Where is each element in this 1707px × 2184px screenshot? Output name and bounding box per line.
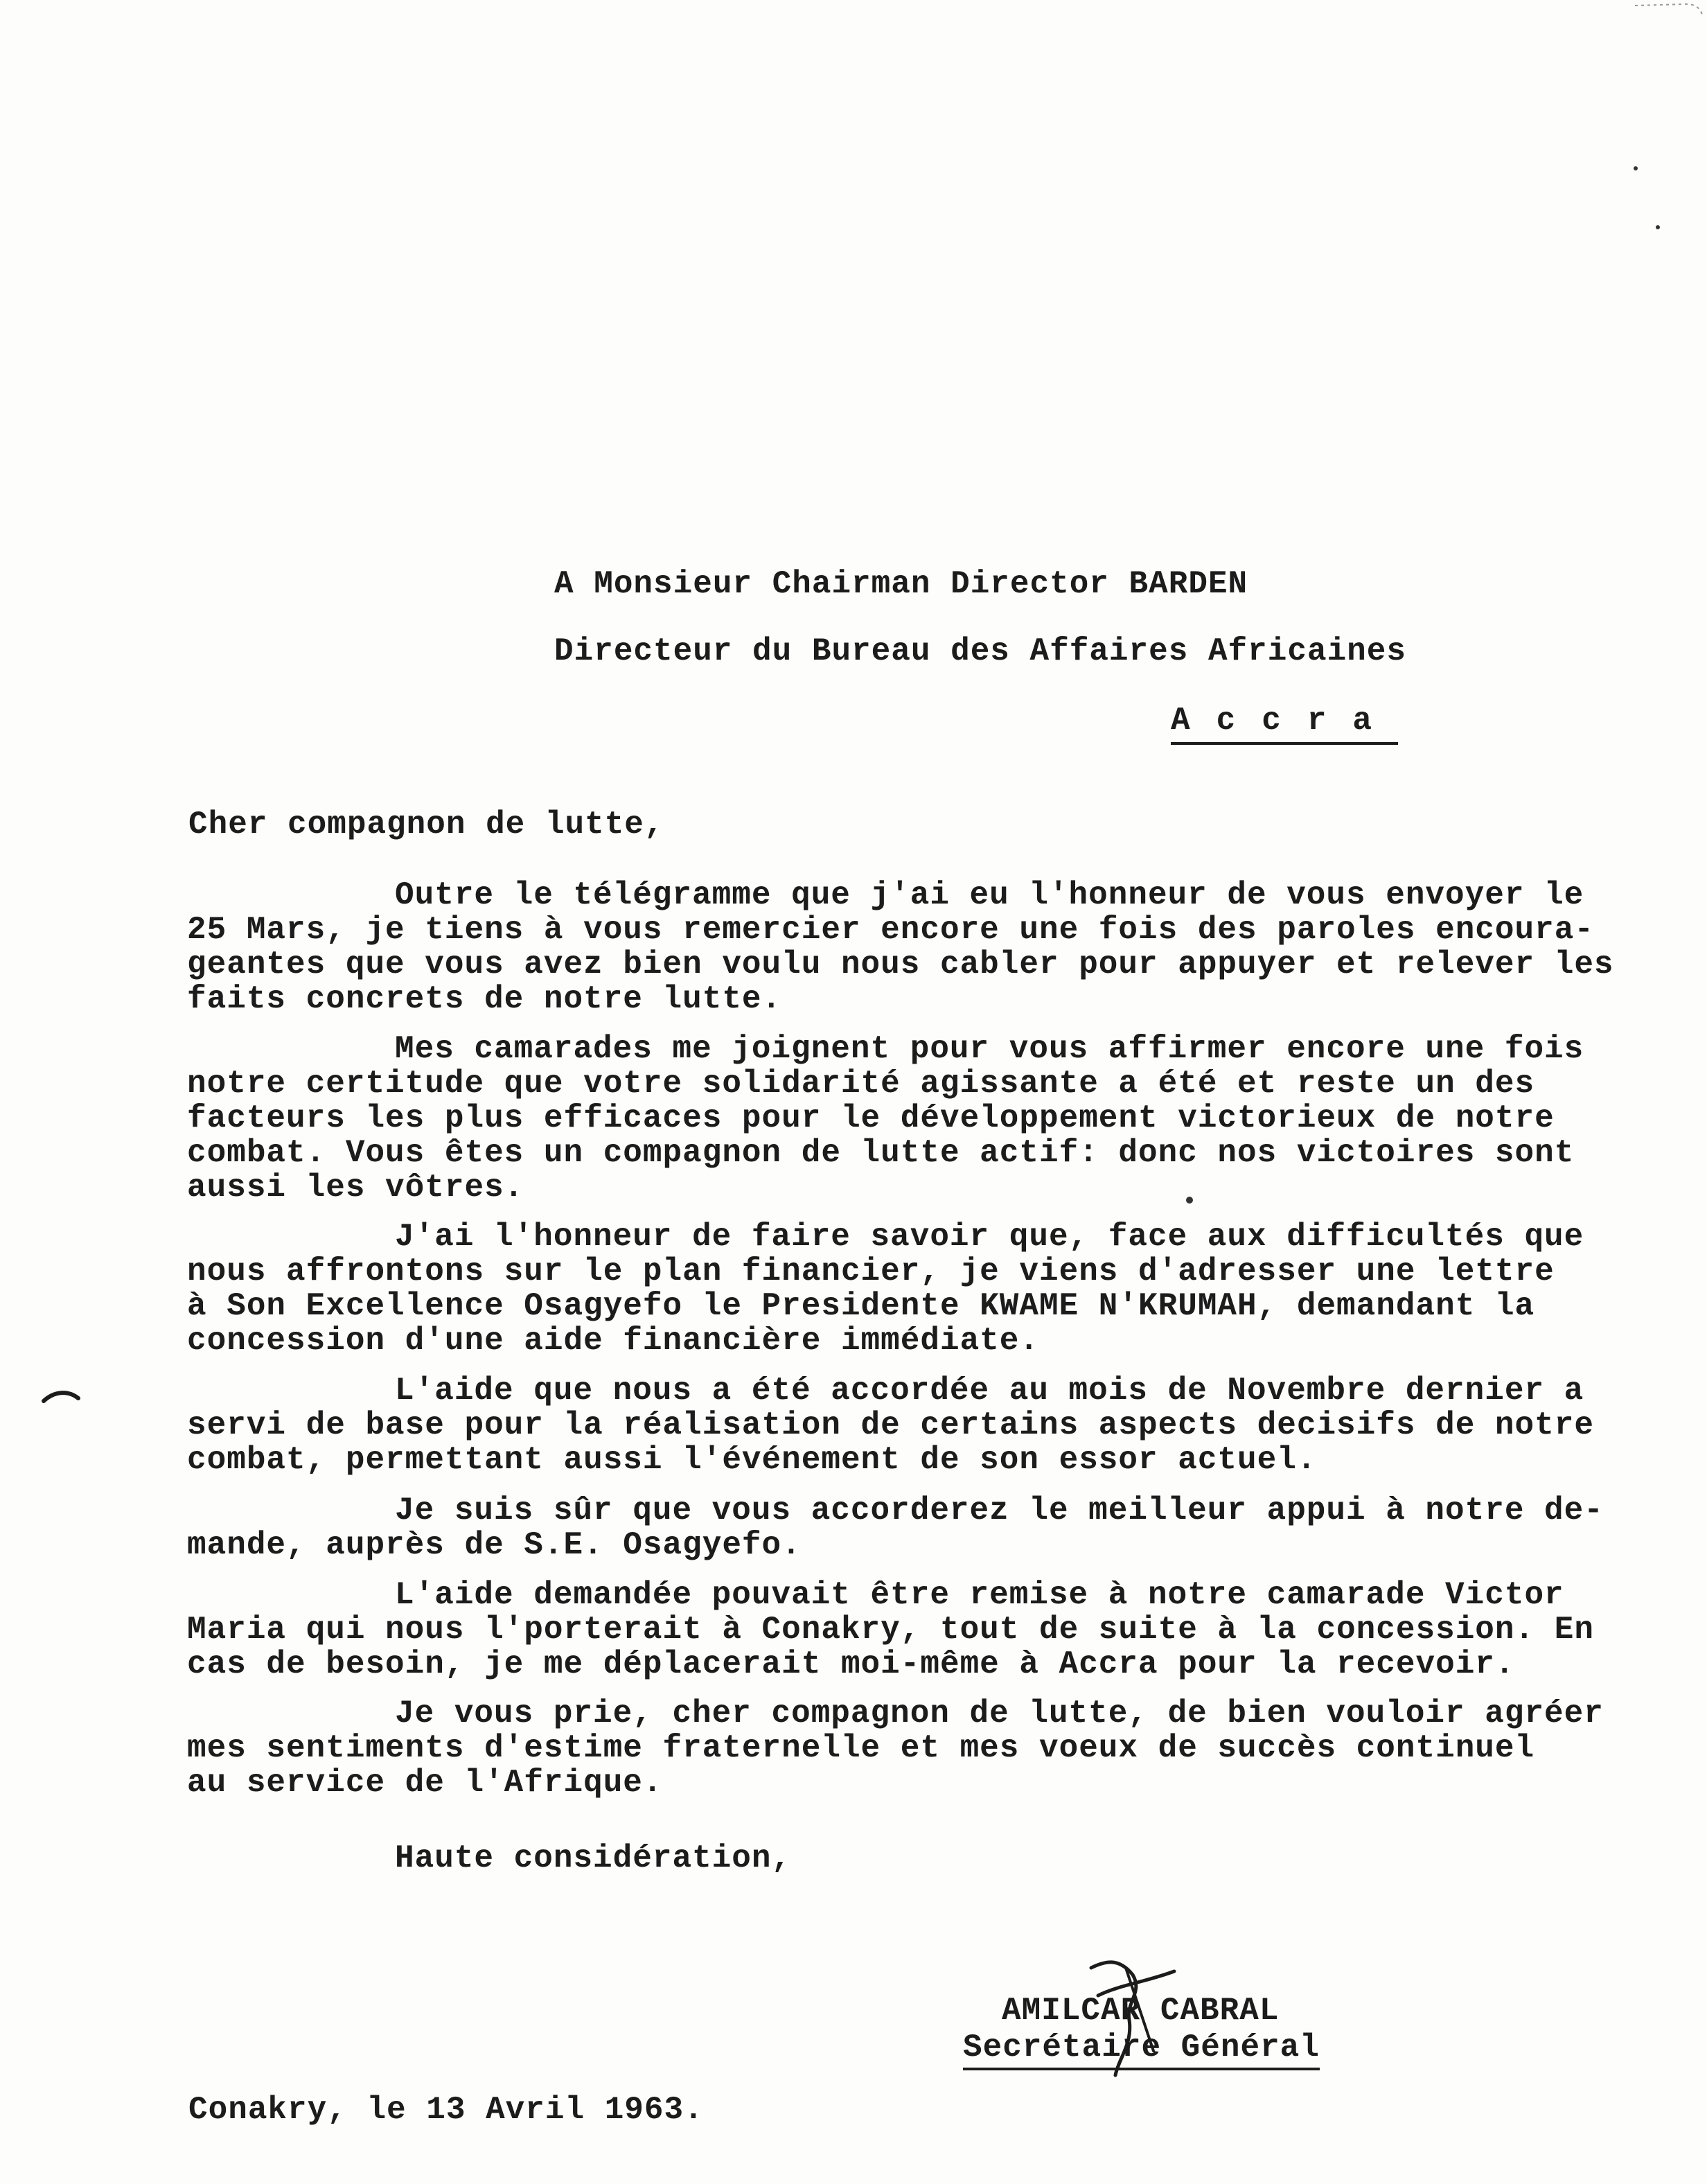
paragraph-3-line-4: concession d'une aide financière immédiate.	[187, 1323, 1039, 1359]
signatory-title: Secrétaire Général	[963, 2030, 1320, 2070]
paragraph-1-line-2: 25 Mars, je tiens à vous remercier encore une fois des paroles encoura-	[187, 912, 1594, 948]
paragraph-1	[187, 878, 1670, 1016]
paragraph-6-line-3: cas de besoin, je me déplacerait moi-même à Accra pour la recevoir.	[187, 1646, 1515, 1682]
paragraph-6	[187, 1578, 1670, 1682]
paragraph-5-line-2: mande, auprès de S.E. Osagyefo.	[187, 1527, 802, 1563]
paragraph-2-line-2: notre certitude que votre solidarité agissante a été et reste un des	[187, 1066, 1535, 1102]
paragraph-7-line-2: mes sentiments d'estime fraternelle et mes voeux de succès continuel	[187, 1730, 1535, 1766]
paragraph-2-line-5: aussi les vôtres.	[187, 1170, 524, 1206]
salutation: Cher compagnon de lutte,	[188, 807, 664, 843]
recipient-name: A Monsieur Chairman Director BARDEN	[554, 566, 1248, 602]
place-and-date: Conakry, le 13 Avril 1963.	[188, 2092, 704, 2128]
paragraph-7-line-1: Je vous prie, cher compagnon de lutte, de bien vouloir agréer	[395, 1696, 1604, 1732]
paragraph-6-line-2: Maria qui nous l'porterait à Conakry, tout de suite à la concession. En	[187, 1612, 1594, 1648]
paragraph-5	[187, 1493, 1670, 1562]
paragraph-2-line-4: combat. Vous êtes un compagnon de lutte actif: donc nos victoires sont	[187, 1135, 1575, 1171]
paragraph-1-line-1: Outre le télégramme que j'ai eu l'honneur de vous envoyer le	[395, 877, 1584, 913]
paragraph-5-line-1: Je suis sûr que vous accorderez le meilleur appui à notre de-	[395, 1492, 1604, 1529]
margin-scan-mark	[40, 1386, 82, 1407]
paragraph-4-line-1: L'aide que nous a été accordée au mois de Novembre dernier a	[395, 1373, 1584, 1409]
scan-speck	[1656, 225, 1660, 229]
closing-formula: Haute considération,	[395, 1840, 792, 1876]
paragraph-2	[187, 1032, 1670, 1205]
paragraph-4	[187, 1373, 1670, 1477]
scan-speck	[1186, 1197, 1193, 1204]
paragraph-2-line-1: Mes camarades me joignent pour vous affirmer encore une fois	[395, 1031, 1584, 1067]
recipient-office: Directeur du Bureau des Affaires Africaines	[554, 633, 1406, 669]
paragraph-3-line-2: nous affrontons sur le plan financier, je viens d'adresser une lettre	[187, 1253, 1555, 1289]
paragraph-7	[187, 1696, 1670, 1800]
paragraph-1-line-3: geantes que vous avez bien voulu nous cabler pour appuyer et relever les	[187, 946, 1614, 983]
paragraph-2-line-3: facteurs les plus efficaces pour le développement victorieux de notre	[187, 1100, 1555, 1136]
corner-scan-mark	[1635, 0, 1704, 21]
paragraph-3-line-3: à Son Excellence Osagyefo le Presidente KWAME N'KRUMAH, demandant la	[187, 1288, 1535, 1324]
signatory-name: AMILCAR CABRAL	[1002, 1993, 1280, 2029]
scan-speck	[1634, 166, 1638, 170]
paragraph-6-line-1: L'aide demandée pouvait être remise à notre camarade Victor	[395, 1577, 1564, 1613]
paragraph-3-line-1: J'ai l'honneur de faire savoir que, face aux difficultés que	[395, 1219, 1584, 1255]
paragraph-1-line-4: faits concrets de notre lutte.	[187, 981, 782, 1017]
recipient-city: Accra	[1171, 703, 1398, 745]
paragraph-3	[187, 1219, 1670, 1358]
paragraph-4-line-3: combat, permettant aussi l'événement de son essor actuel.	[187, 1442, 1317, 1478]
paragraph-7-line-3: au service de l'Afrique.	[187, 1765, 663, 1801]
paragraph-4-line-2: servi de base pour la réalisation de certains aspects decisifs de notre	[187, 1407, 1594, 1443]
